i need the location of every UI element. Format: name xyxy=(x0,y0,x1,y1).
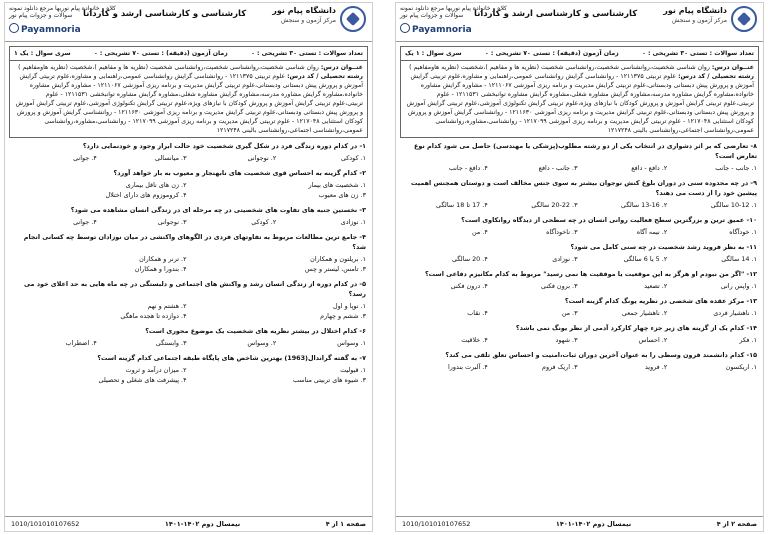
answer-options xyxy=(11,217,366,227)
answer-options xyxy=(11,301,366,321)
answer-option: ۴. خلاقیت xyxy=(461,336,488,344)
answer-option: ۱. وسواس xyxy=(337,339,366,347)
question-text: ۲- کدام گزینه به احساس قوی شخصیت های نابهنجار و معیوب به بار خواهد آورد؟ xyxy=(113,169,366,177)
answer-option: ۱. بریلتون و همکاران xyxy=(310,255,366,263)
exam-code: 1010/101010107652 xyxy=(402,520,471,528)
answer-options xyxy=(11,153,366,163)
answer-option: ۱. جانب - جانب xyxy=(715,164,757,172)
answer-option: ۲. فروید xyxy=(644,363,668,371)
answer-option: ۱. خودآگاه xyxy=(729,228,757,236)
question-text: ۱۱- به نظر فروید رشد شخصیت در چه سنی کامل می شود؟ xyxy=(570,243,757,251)
answer-option: ۴. نقاب xyxy=(467,309,488,317)
exam-level-title: کارشناسی و کارشناسی ارشد و کاردانا xyxy=(474,9,638,19)
answer-option: ۳. من xyxy=(561,309,578,317)
answer-option: ۳. جانب - دافع xyxy=(538,164,578,172)
answer-option: ۲. وسواس xyxy=(247,339,277,347)
question-text: ۸- تعارضی که بر اثر دشواری در انتخاب یکی از دو رشته مطلوب(پزشکی یا مهندسی) حاصل می شود کدام نوع تعارض است؟ xyxy=(414,142,757,160)
question-text: ۱۰- عمیق ترین و بزرگترین سطح فعالیت روانی انسان در چه سطحی از دیدگاه روانکاوی است؟ xyxy=(461,216,757,224)
question-list xyxy=(396,138,763,372)
answer-options xyxy=(402,227,757,237)
answer-option: ۱. شخصیت های بیمار xyxy=(308,181,366,189)
answer-option: ۴. من xyxy=(471,228,488,236)
exam-info-box xyxy=(9,46,368,138)
question-item xyxy=(402,350,757,372)
question-text: ۹- در چه محدوده سنی در دوران بلوغ کنش نوجوان بیشتر به سوی جنس مخالف است و دوستان همجنس اهمیت پیشین خود را از دست می دهند؟ xyxy=(410,179,757,197)
semester-label: نیمسال دوم ۱۴۰۲-۱۴۰۱ xyxy=(555,520,632,528)
brand-name: Payamnoria xyxy=(412,25,472,35)
answer-option: ۲. ناهشیار جمعی xyxy=(621,309,668,317)
question-text: ۱۴- کدام یک از گزینه های زیر جزء چهار کارکرد آدمی از نظر یونگ نمی باشد؟ xyxy=(515,324,757,332)
answer-option: ۱. کودکی xyxy=(340,154,366,162)
university-logo-icon xyxy=(731,6,757,32)
major-codes xyxy=(14,72,363,135)
exam-info-box xyxy=(400,46,759,138)
promo-text: کلاه و خانواده پیام نوریها مرجع دانلود نمونه سوالات و جزوات پیام نور xyxy=(9,5,116,19)
question-text: ۱۵- کدام دانشمند قرون وسطی را به عنوان آخرین دوران ثبات،امنیت و احساس تعلق تلقی می کند؟ xyxy=(445,351,757,359)
answer-option: ۴. پیشرفت های شغلی و تحصیلی xyxy=(98,376,187,384)
answer-options xyxy=(402,308,757,318)
page-number: صفحه ۲ از ۴ xyxy=(716,520,757,528)
major-text: علوم تربیتی ۱۲۱۱۳۷۵ - روانشناسی گرایش روانشناسی عمومی،راهنمایی و مشاوره،علوم تربیتی گرایش آموزش و پرورش پیش دبستانی ودبستانی،علوم تربیتی گرایش مدیریت و برنامه ریزی آموزشی ۱۲۱۱۰۶۷ - مشاوره گرایش مشاوره خانواده،مشاوره گرایش مشاوره مدرسه،مشاوره گرایش مشاوره شغلی،مشاوره گرایش مشاوره توانبخشی ۱۲۱۱۵۳۱ - علوم تربیتی،علوم تربیتی گرایش آموزش و پرورش کودکان با نیازهای ویژه،علوم تربیتی گرایش تکنولوژی آموزشی،علوم تربیتی گرایش آموزش و پرورش پیش دبستانی ودبستانی،علوم تربیتی گرایش مدیریت و برنامه ریزی آموزشی ۱۲۱۱۶۳۰ - روانشناسی گرایش آموزش و پرورش کودکان استثنایی ۱۲۱۷۰۴۸ - علوم تربیتی گرایش مدیریت و برنامه ریزی آموزشی ۱۲۱۷۰۹۹ - روانشناسی،مشاوره،روانشناسی عمومی،روانشناسی اجتماعی،روانشناسی بالینی ۱۲۱۷۲۴۸ xyxy=(15,73,363,134)
page-footer xyxy=(396,516,763,531)
answer-option: ۳. نوجوانی xyxy=(157,218,187,226)
page-number: صفحه ۱ از ۴ xyxy=(325,520,366,528)
course-label: عنــوان درس: xyxy=(711,64,754,71)
answer-options xyxy=(402,281,757,291)
brand-logo xyxy=(9,23,81,35)
course-text: روان شناسی شخصیت،روانشناسی شخصیت،روانشناسی شخصیت (نظریه ها و مفاهیم )،شخصیت (نظریه هاومفاهیم ) xyxy=(18,64,319,71)
question-item xyxy=(11,326,366,348)
answer-option: ۲. 5 یا 6 سالگی xyxy=(623,255,668,263)
answer-option: ۲. دافع - دافع xyxy=(631,164,668,172)
answer-options xyxy=(402,254,757,264)
course-text: روان شناسی شخصیت،روانشناسی شخصیت،روانشناسی شخصیت (نظریه ها و مفاهیم )،شخصیت (نظریه هاومفاهیم ) xyxy=(409,64,710,71)
question-item xyxy=(402,215,757,237)
brand-icon xyxy=(400,23,410,33)
answer-option: ۳. اریک فروم xyxy=(541,363,578,371)
exam-info-row xyxy=(10,47,367,61)
brand-icon xyxy=(9,23,19,33)
question-item xyxy=(402,269,757,291)
question-item xyxy=(11,205,366,227)
question-item xyxy=(11,232,366,274)
question-item xyxy=(402,178,757,210)
major-codes xyxy=(405,72,754,135)
answer-option: ۱. 14 سالگی xyxy=(721,255,757,263)
answer-option: ۳. ششم و چهارم xyxy=(320,312,366,320)
answer-option: ۲. نیمه آگاه xyxy=(636,228,668,236)
exam-page-2 xyxy=(395,2,764,532)
promo-text: کلاه و خانواده پیام نوریها مرجع دانلود نمونه سوالات و جزوات پیام نور xyxy=(400,5,507,19)
answer-options xyxy=(11,180,366,200)
question-list xyxy=(5,138,372,385)
answer-option: ۴. جوانی xyxy=(73,154,97,162)
exam-info-item: زمان آزمون (دقیقه) : تستی ۷۰ تشریحی : ۰ xyxy=(485,50,619,57)
major-label: رشته تحصیلی / کد درس: xyxy=(678,73,754,80)
answer-option: ۳. میانسالی xyxy=(155,154,187,162)
answer-option: ۱. ناهشیار فردی xyxy=(713,309,757,317)
brand-name: Payamnoria xyxy=(21,25,81,35)
answer-options xyxy=(402,335,757,345)
major-text: علوم تربیتی ۱۲۱۱۳۷۵ - روانشناسی گرایش روانشناسی عمومی،راهنمایی و مشاوره،علوم تربیتی گرایش آموزش و پرورش پیش دبستانی ودبستانی،علوم تربیتی گرایش مدیریت و برنامه ریزی آموزشی ۱۲۱۱۰۶۷ - مشاوره گرایش مشاوره خانواده،مشاوره گرایش مشاوره مدرسه،مشاوره گرایش مشاوره شغلی،مشاوره گرایش مشاوره توانبخشی ۱۲۱۱۵۳۱ - علوم تربیتی،علوم تربیتی گرایش آموزش و پرورش کودکان با نیازهای ویژه،علوم تربیتی گرایش تکنولوژی آموزشی،علوم تربیتی گرایش آموزش و پرورش پیش دبستانی ودبستانی،علوم تربیتی گرایش مدیریت و برنامه ریزی آموزشی ۱۲۱۱۶۳۰ - روانشناسی گرایش آموزش و پرورش کودکان استثنایی ۱۲۱۷۰۴۸ - علوم تربیتی گرایش مدیریت و برنامه ریزی آموزشی ۱۲۱۷۰۹۹ - روانشناسی،مشاوره،روانشناسی عمومی،روانشناسی اجتماعی،روانشناسی بالینی ۱۲۱۷۲۴۸ xyxy=(406,73,754,134)
page-header xyxy=(396,3,763,42)
semester-label: نیمسال دوم ۱۴۰۲-۱۴۰۱ xyxy=(164,520,241,528)
question-item xyxy=(11,353,366,385)
answer-option: ۳. برون فکنی xyxy=(541,282,578,290)
exam-info-item: زمان آزمون (دقیقه) : تستی ۷۰ تشریحی : ۰ xyxy=(93,50,228,57)
answer-option: ۴. آلبرت بندورا xyxy=(448,363,488,371)
question-item xyxy=(11,168,366,200)
university-logo-icon xyxy=(340,6,366,32)
exam-level-title: کارشناسی و کارشناسی ارشد و کاردانا xyxy=(83,9,247,19)
answer-option: ۳. شیوه های تربیتی مناسب xyxy=(292,376,366,384)
answer-options xyxy=(11,338,366,348)
course-label: عنــوان درس: xyxy=(320,64,363,71)
answer-option: ۲. نوجوانی xyxy=(247,154,277,162)
answer-option: ۳. شهود xyxy=(555,336,578,344)
university-name: دانشگاه پیام نور xyxy=(272,6,336,15)
question-text: ۳- نخستین جنبه های تفاوت های شخصیتی در چه مرحله ای در زندگی انسان مشاهده می شود؟ xyxy=(70,206,366,214)
answer-option: ۲. احساس xyxy=(638,336,668,344)
answer-option: ۲. زن های ناقل بیماری xyxy=(125,181,187,189)
answer-option: ۴. بندورا و همکاران xyxy=(134,265,187,273)
question-item xyxy=(11,279,366,321)
page-header xyxy=(5,3,372,42)
question-item xyxy=(402,296,757,318)
question-text: ۱۲- "اگر من نبودم او هرگز به این موقعیت یا موفقیت ها نمی رسید" مربوط به کدام مکانیزم دفاعی است؟ xyxy=(424,270,757,278)
answer-option: ۴. کروموزوم های دارای اختلال xyxy=(105,191,187,199)
answer-option: ۳. ناخودآگاه xyxy=(546,228,578,236)
exam-center-name: مرکز آزمون و سنجش xyxy=(672,17,727,24)
question-text: ۷- به گفته گراندال(1963) بهترین شاخص های پایگاه طبقه اجتماعی کدام گزینه است؟ xyxy=(97,354,366,362)
question-text: ۱۳- مرکز عقده های شخصی در نظریه یونگ کدام گزینه است؟ xyxy=(564,297,757,305)
brand-logo xyxy=(400,23,472,35)
answer-options xyxy=(402,362,757,372)
answer-option: ۲. تصعید xyxy=(644,282,668,290)
answer-option: ۱. نوپا و اول xyxy=(333,302,366,310)
answer-option: ۲. میزان درآمد و ثروت xyxy=(125,366,187,374)
answer-option: ۲. کودکی xyxy=(251,218,277,226)
question-item xyxy=(402,141,757,173)
answer-option: ۳. نوزادی xyxy=(552,255,578,263)
course-title xyxy=(405,63,754,72)
course-title xyxy=(14,63,363,72)
answer-option: ۴. 20 سالگی xyxy=(451,255,488,263)
university-name: دانشگاه پیام نور xyxy=(663,6,727,15)
answer-option: ۴. اضطراب xyxy=(65,339,97,347)
answer-option: ۳. تامس، لیستر و چس xyxy=(304,265,366,273)
answer-option: ۱. نوزادی xyxy=(340,218,366,226)
question-item xyxy=(11,141,366,163)
answer-options xyxy=(402,200,757,210)
exam-code: 1010/101010107652 xyxy=(11,520,80,528)
answer-option: ۲. 13-16 سالگی xyxy=(621,201,668,209)
exam-page-1 xyxy=(4,2,373,532)
major-label: رشته تحصیلی / کد درس: xyxy=(287,73,363,80)
exam-center-name: مرکز آزمون و سنجش xyxy=(281,17,336,24)
answer-options xyxy=(11,365,366,385)
question-item xyxy=(402,242,757,264)
answer-option: ۴. دوازده تا هجده ماهگی xyxy=(120,312,187,320)
answer-option: ۴. جوانی xyxy=(73,218,97,226)
question-text: ۱- در کدام دوره زندگی فرد در شکل گیری شخصیت خود حالت ابراز وجود و خودنمایی دارد؟ xyxy=(82,142,366,150)
answer-option: ۲. هشتم و نهم xyxy=(147,302,187,310)
answer-option: ۳. 20-22 سالگی xyxy=(531,201,578,209)
question-text: ۵- در کدام دوره از زندگی انسان رشد و واکنش های اجتماعی و دلبستگی در چه ماه هایی به حد اعلای خود می رسد؟ xyxy=(24,280,366,298)
answer-option: ۳. زن های معیوب xyxy=(318,191,366,199)
answer-option: ۱. اریکسون xyxy=(725,363,757,371)
answer-options xyxy=(11,254,366,274)
answer-option: ۴. درون فکنی xyxy=(450,282,488,290)
exam-info-row xyxy=(401,47,758,61)
answer-option: ۱. 10-12 سالگی xyxy=(710,201,757,209)
answer-option: ۳. وابستگی xyxy=(155,339,187,347)
answer-option: ۱. قبولیت xyxy=(340,366,366,374)
page-footer xyxy=(5,516,372,531)
answer-option: ۲. ترنر و همکاران xyxy=(139,255,187,263)
question-text: ۴- جامع ترین مطالعات مربوط به تفاوتهای فردی در الگوهای واکنشی در میان نوزادان توسط چه کسانی انجام شد؟ xyxy=(23,233,366,251)
answer-options xyxy=(402,163,757,173)
answer-option: ۱. فکر xyxy=(739,336,757,344)
exam-info-item: سری سوال : یک ۱ xyxy=(14,50,71,57)
exam-info-item: تعداد سوالات : تستی ۳۰ تشریحی : ۰ xyxy=(642,50,754,57)
question-text: ۶- کدام اختلال در بیشتر نظریه های شخصیت یک موضوع محوری است؟ xyxy=(145,327,366,335)
answer-option: ۴. 17 تا 18 سالگی xyxy=(436,201,488,209)
answer-option: ۱. واپس رانی xyxy=(720,282,757,290)
exam-info-item: تعداد سوالات : تستی ۳۰ تشریحی : ۰ xyxy=(251,50,363,57)
answer-option: ۴. دافع - جانب xyxy=(448,164,488,172)
question-item xyxy=(402,323,757,345)
exam-info-item: سری سوال : ۱ یک xyxy=(405,50,462,57)
